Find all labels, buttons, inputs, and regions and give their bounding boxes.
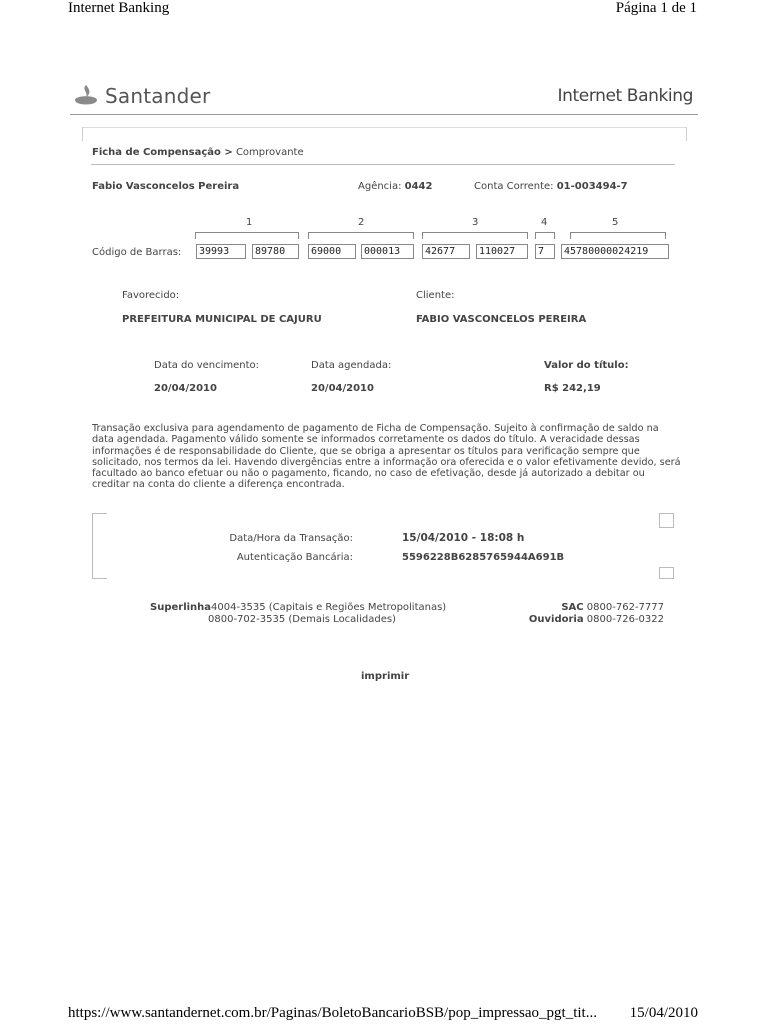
due-date-label: Data do vencimento: [154,360,260,371]
scheduled-date: 20/04/2010 [311,383,374,394]
barcode-group-number: 4 [541,217,548,228]
transaction-datetime-label: Data/Hora da Transação: [229,533,353,544]
barcode-group-bracket [308,232,414,239]
breadcrumb-page: Comprovante [235,147,304,158]
barcode-group-number: 5 [612,217,619,228]
header-divider [70,114,698,115]
print-footer-date: 15/04/2010 [629,1005,698,1021]
scheduled-date-label: Data agendada: [311,360,392,371]
barcode-field: 110027 [476,244,528,259]
account-value: 01-003494-7 [556,181,628,192]
ouvidoria-phone: 0800-726-0322 [586,614,664,625]
breadcrumb-section: Ficha de Compensação > [92,147,233,158]
title-value: R$ 242,19 [544,383,601,394]
disclaimer-text: Transação exclusiva para agendamento de pagamento de Ficha de Compensação. Sujeito à confirmação de saldo na data agendada. Pagamento válido somente se informados corretamente os dados do título. A veracidade dessas informações é de responsabilidade do Cliente, que se obriga a apresentar os títulos para verificação sempre que solicitado, nos termos da lei. Havendo divergências entre a informação ora oferecida e o valor efetivamente devido, será facultado ao banco efetuar ou não o pagamento, ficando, no caso de efetivação, desde já autorizado a debitar ou creditar na conta do cliente a diferença encontrada. [92,423,681,491]
sac-label: SAC [561,602,584,613]
barcode-group-number: 2 [358,217,365,228]
superlinha-label: Superlinha [150,602,212,613]
agency-label: Agência: [358,181,402,192]
brand-name: Santander [105,84,211,108]
superlinha-phone-1: 4004-3535 (Capitais e Regiões Metropolitanas) [211,602,447,613]
barcode-group-bracket [422,232,528,239]
barcode-group-number: 1 [246,217,253,228]
payee-name: PREFEITURA MUNICIPAL DE CAJURU [122,314,322,325]
content-frame-right [686,127,687,141]
agency [358,181,432,192]
breadcrumb [92,147,304,158]
barcode-group-number: 3 [472,217,479,228]
authentication-code: 5596228B6285765944A691B [402,552,565,563]
content-frame-top [82,127,687,128]
breadcrumb-divider [91,164,675,165]
due-date: 20/04/2010 [154,383,217,394]
agency-value: 0442 [404,181,433,192]
barcode-field: 7 [535,244,555,259]
ouvidoria-contact [480,614,664,625]
title-value-label: Valor do título: [544,360,629,371]
authentication-panel [92,513,674,579]
superlinha-contact [150,602,446,613]
barcode-field: 39993 [196,244,246,259]
barcode-group-bracket [570,232,666,239]
print-header-page: Página 1 de 1 [615,0,697,16]
client-name: FABIO VASCONCELOS PEREIRA [416,314,587,325]
barcode-field: 42677 [422,244,470,259]
payee-label: Favorecido: [122,290,180,301]
superlinha-phone-2: 0800-702-3535 (Demais Localidades) [208,614,396,625]
content-frame-left [82,127,83,141]
barcode-label: Código de Barras: [92,247,182,258]
brand-logo [73,82,210,110]
print-header-title: Internet Banking [68,0,170,16]
client-label: Cliente: [416,290,455,301]
barcode-field: 89780 [252,244,299,259]
print-link[interactable]: imprimir [361,671,410,682]
barcode-group-bracket [195,232,299,239]
account-holder: Fabio Vasconcelos Pereira [92,181,240,192]
barcode-field: 45780000024219 [561,244,669,259]
print-footer-url: https://www.santandernet.com.br/Paginas/BoletoBancarioBSB/pop_impressao_pgt_tit... [68,1005,597,1021]
sac-phone: 0800-762-7777 [586,602,664,613]
product-title: Internet Banking [557,86,693,106]
barcode-field: 000013 [361,244,414,259]
barcode-field: 69000 [308,244,356,259]
flame-icon [73,84,99,108]
sac-contact [480,602,664,613]
authentication-label: Autenticação Bancária: [236,552,353,563]
account-label: Conta Corrente: [474,181,554,192]
account-number [474,181,628,192]
ouvidoria-label: Ouvidoria [528,614,584,625]
transaction-datetime: 15/04/2010 - 18:08 h [402,532,525,544]
barcode-group-bracket [535,232,555,239]
